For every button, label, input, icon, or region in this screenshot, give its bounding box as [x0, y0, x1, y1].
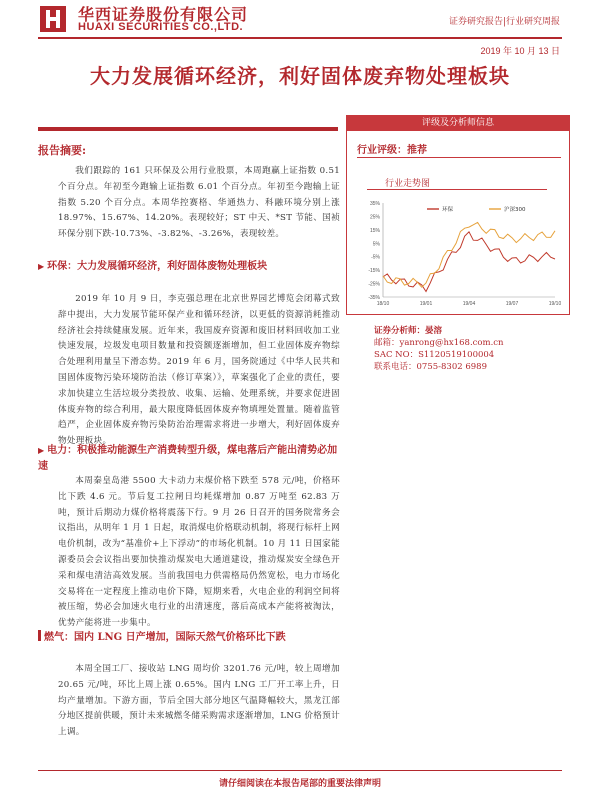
analyst-sac-row [374, 349, 504, 361]
analyst-sac-label: SAC NO： [374, 350, 419, 360]
trend-chart-title: 行业走势图 [385, 179, 431, 189]
section-heading-environment [38, 258, 338, 275]
y-tick-label: 35% [369, 201, 380, 207]
y-tick-label: 5% [372, 241, 380, 248]
legal-notice: 请仔细阅读在本报告尾部的重要法律声明 [218, 779, 381, 789]
company-name-cn: 华西证券股份有限公司 [78, 5, 249, 24]
footer-divider [38, 770, 562, 771]
triangle-bullet-icon: ▶ [38, 445, 45, 455]
analyst-email-label: 邮箱： [374, 338, 400, 348]
huaxi-logo-icon [38, 4, 68, 34]
analyst-phone: 0755-8302 6989 [416, 362, 487, 372]
legend-label: 沪深300 [504, 207, 526, 213]
report-title: 大力发展循环经济，利好固体废弃物处理板块 [90, 64, 510, 88]
triangle-bullet-icon: ▶ [38, 261, 45, 271]
analyst-sac: S1120519100004 [418, 350, 495, 360]
document-type: 证券研究报告|行业研究周报 [448, 17, 560, 27]
analyst-name-row [374, 325, 504, 337]
section-heading-environment-text: 环保：大力发展循环经济，利好固体废物处理板块 [47, 261, 268, 272]
analyst-email-row [374, 337, 504, 349]
analyst-email[interactable]: yanrong@hx168.com.cn [399, 338, 504, 348]
series-line-env [383, 232, 555, 292]
analyst-phone-row [374, 361, 504, 373]
title-underline [38, 127, 338, 131]
x-tick-label: 18/10 [376, 301, 390, 307]
analyst-name-label: 证券分析师： [374, 326, 426, 336]
abstract-label: 报告摘要: [38, 144, 87, 157]
report-date: 2019 年 10 月 13 日 [480, 46, 560, 56]
company-name-en: HUAXI SECURITIES CO.,LTD. [78, 21, 244, 33]
section-heading-power [38, 442, 338, 475]
x-tick-label: 19/01 [419, 301, 433, 307]
industry-rating: 行业评级：推荐 [357, 145, 427, 156]
x-tick-label: 19/04 [462, 301, 476, 307]
gas-paragraph: 本周全国工厂、接收站 LNG 周均价 3201.76 元/吨，较上周增加 20.65 元/吨，环比上周上涨 0.65%。国内 LNG 工厂开工率上升，日均产量增加。下游方面，节后全国大部分地区气温降幅较大，黑龙江部分地区提前供暖，预计未来城燃冬储采购需求逐渐增加，LNG 价格预计上调。 [58, 664, 340, 738]
analyst-phone-label: 联系电话： [374, 362, 417, 372]
analyst-name: 晏溶 [425, 326, 443, 336]
rating-panel [346, 131, 570, 315]
section-heading-power-text: 电力：积极推动能源生产消费转型升级，煤电落后产能出清势必加速 [38, 445, 338, 472]
environment-paragraph: 2019 年 10 月 9 日，李克强总理在北京世界园艺博览会闭幕式致辞中提出，大力发展节能环保产业和循环经济，以更低的资源消耗推动经济社会持续健康发展。近年来，我国废弃资源和废旧材料回收加工业快速发展，垃圾发电项目数量和投资额逐渐增加，但工业固体废弃物综合处理利用量呈下滑态势。2019 年 6 月，国务院通过《中华人民共和国固体废物污染环境防治法（修订草案）》，草案强化了企业的责任，要求加快建立生活垃圾分类投放、收集、运输、处理系统，并要求促进固体废弃物的综合利用，最大限度降低固体废弃物填埋处置量。随着监管趋严，企业固体废弃物污染防治治理需求将进一步增大，利好固体废弃物处理板块。 [58, 294, 340, 447]
section-heading-gas-text: 燃气：国内 LNG 日产增加，国际天然气价格环比下跌 [44, 632, 286, 643]
bar-bullet-icon [38, 630, 41, 641]
summary-paragraph: 我们跟踪的 161 只环保及公用行业股票，本周跑赢上证指数 0.51 个百分点。年初至今跑输上证指数 6.01 个百分点。年初至今跑输上证指数 5.20 个百分点。本周华控赛格、华通热力、科融环境分别上涨 18.97%、15.67%、14.20%。表现较好；ST 中天、*ST 节能、国祯环保分别下跌-10.73%、-3.82%、-3.26%，表现较差。 [58, 166, 340, 240]
legend-label: 环保 [442, 207, 454, 213]
y-tick-label: -15% [368, 268, 380, 275]
section-heading-gas [38, 630, 338, 646]
y-tick-label: -35% [368, 295, 380, 301]
analyst-info [374, 325, 504, 373]
y-tick-label: -5% [371, 254, 380, 261]
rating-divider [357, 157, 561, 158]
header-divider [38, 37, 562, 39]
y-tick-label: -25% [368, 281, 380, 288]
y-tick-label: 25% [369, 214, 380, 221]
y-tick-label: 15% [369, 227, 380, 234]
sidebar-header: 评级及分析师信息 [346, 115, 570, 131]
x-tick-label: 19/10 [548, 301, 561, 307]
power-paragraph: 本周秦皇岛港 5500 大卡动力末煤价格下跌至 578 元/吨，价格环比下跌 4.6 元。节后复工拉闸日均耗煤增加 0.87 万吨至 62.83 万吨，预计后期动力煤价格将震荡下行。9 月 26 日召开的国务院常务会议指出，从明年 1 月 1 日起，取消煤电价格联动机制，将现行标杆上网电价机制，改为“基准价+上下浮动”的市场化机制。10 月 11 日国家能源委员会会议指出要加快推动煤炭电大通道建设，推动煤炭安全绿色开采和煤电清洁高效发展。当前我国电力供需格局仍然宽松，电力市场化交易将在一定程度上推动电价下降，短期来看，火电企业的利润空间将被压缩，势必会加速火电行业的出清速度，落后高成本产能将被淘汰，优势产能将进一步集中。 [58, 476, 340, 629]
page-header [0, 0, 600, 40]
industry-trend-chart [357, 193, 561, 311]
x-tick-label: 19/07 [505, 301, 519, 307]
trend-divider [367, 189, 547, 190]
